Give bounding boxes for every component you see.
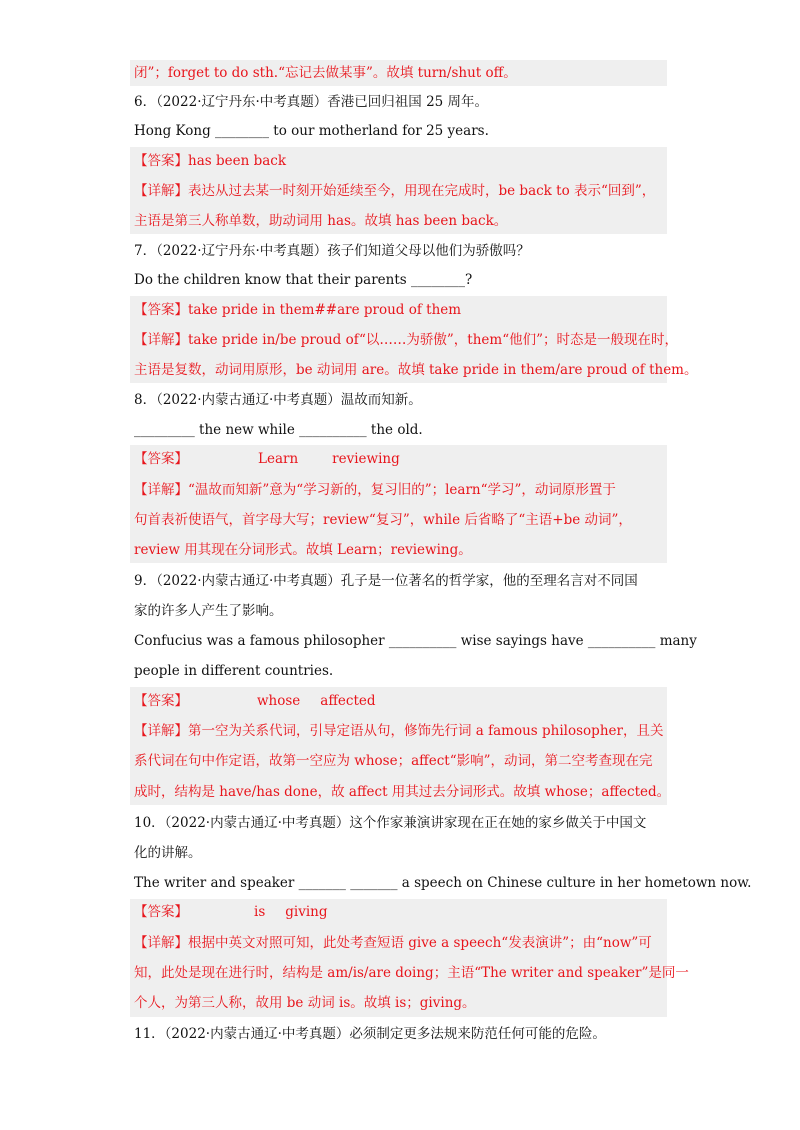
answer-value: is xyxy=(254,904,266,920)
answer-label: 【答案】 xyxy=(134,693,188,709)
answer-value: reviewing xyxy=(332,451,400,467)
question-title: 10．（2022·内蒙古通辽·中考真题）这个作家兼演讲家现在正在她的家乡做关于中国文 xyxy=(134,815,647,831)
explanation-line: 【详解】“温故而知新”意为“学习新的，复习旧的”；learn“学习”，动词原形置于 xyxy=(134,482,616,498)
question-title: 家的许多人产生了影响。 xyxy=(134,603,283,619)
question-sentence: The writer and speaker _______ _______ a speech on Chinese culture in her hometown now. xyxy=(134,875,752,891)
question-title: 8．（2022·内蒙古通辽·中考真题）温故而知新。 xyxy=(134,392,422,408)
explanation-line: 知，此处是现在进行时，结构是 am/is/are doing；主语“The writer and speaker”是同一 xyxy=(134,965,689,981)
explanation-line: 系代词在句中作定语，故第一空应为 whose；affect“影响”，动词，第二空考查现在完 xyxy=(134,753,653,769)
question-title: 9．（2022·内蒙古通辽·中考真题）孔子是一位著名的哲学家，他的至理名言对不同国 xyxy=(134,573,638,589)
answer-value: Learn xyxy=(258,451,299,467)
question-sentence: Confucius was a famous philosopher __________ wise sayings have __________ many xyxy=(134,633,697,649)
explanation-line: 个人，为第三人称，故用 be 动词 is。故填 is；giving。 xyxy=(134,995,476,1011)
explanation-line: 主语是复数，动词用原形，be 动词用 are。故填 take pride in them/are proud of them。 xyxy=(134,362,698,378)
explanation-line: 【详解】第一空为关系代词，引导定语从句，修饰先行词 a famous philosopher，且关 xyxy=(134,723,664,739)
answer-line xyxy=(134,449,400,469)
answer-label: 【答案】 xyxy=(134,451,188,467)
question-sentence: Hong Kong ________ to our motherland for 25 years. xyxy=(134,123,489,139)
question-title: 7．（2022·辽宁丹东·中考真题）孩子们知道父母以他们为骄傲吗？ xyxy=(134,243,530,259)
answer-value: giving xyxy=(285,904,328,920)
explanation-line: 句首表祈使语气，首字母大写；review“复习”，while 后省略了“主语+be 动词”， xyxy=(134,512,632,528)
question-sentence: people in different countries. xyxy=(134,663,334,679)
explanation-line: 【详解】表达从过去某一时刻开始延续至今，用现在完成时，be back to 表示“回到”， xyxy=(134,183,656,199)
question-sentence: Do the children know that their parents ________? xyxy=(134,272,473,288)
question-sentence: _________ the new while __________ the old. xyxy=(134,422,423,438)
explanation-line: review 用其现在分词形式。故填 Learn；reviewing。 xyxy=(134,542,472,558)
answer-line: 【答案】take pride in them##are proud of them xyxy=(134,302,462,318)
answer-value: whose xyxy=(257,693,301,709)
answer-value: affected xyxy=(320,693,376,709)
explanation-line: 【详解】take pride in/be proud of“以……为骄傲”，them“他们”；时态是一般现在时， xyxy=(134,332,678,348)
answer-line: 【答案】has been back xyxy=(134,153,287,169)
explanation-line: 主语是第三人称单数，助动词用 has。故填 has been back。 xyxy=(134,213,508,229)
answer-line xyxy=(134,691,376,711)
answer-line xyxy=(134,902,328,922)
explanation-line: 成时，结构是 have/has done，故 affect 用其过去分词形式。故填 whose；affected。 xyxy=(134,784,671,800)
answer-label: 【答案】 xyxy=(134,904,188,920)
question-title: 6．（2022·辽宁丹东·中考真题）香港已回归祖国 25 周年。 xyxy=(134,94,489,110)
question-title: 11．（2022·内蒙古通辽·中考真题）必须制定更多法规来防范任何可能的危险。 xyxy=(134,1026,606,1042)
explanation-line: 闭”；forget to do sth.“忘记去做某事”。故填 turn/shut off。 xyxy=(134,65,517,81)
explanation-line: 【详解】根据中英文对照可知，此处考查短语 give a speech“发表演讲”；由“now”可 xyxy=(134,935,652,951)
question-title: 化的讲解。 xyxy=(134,845,202,861)
